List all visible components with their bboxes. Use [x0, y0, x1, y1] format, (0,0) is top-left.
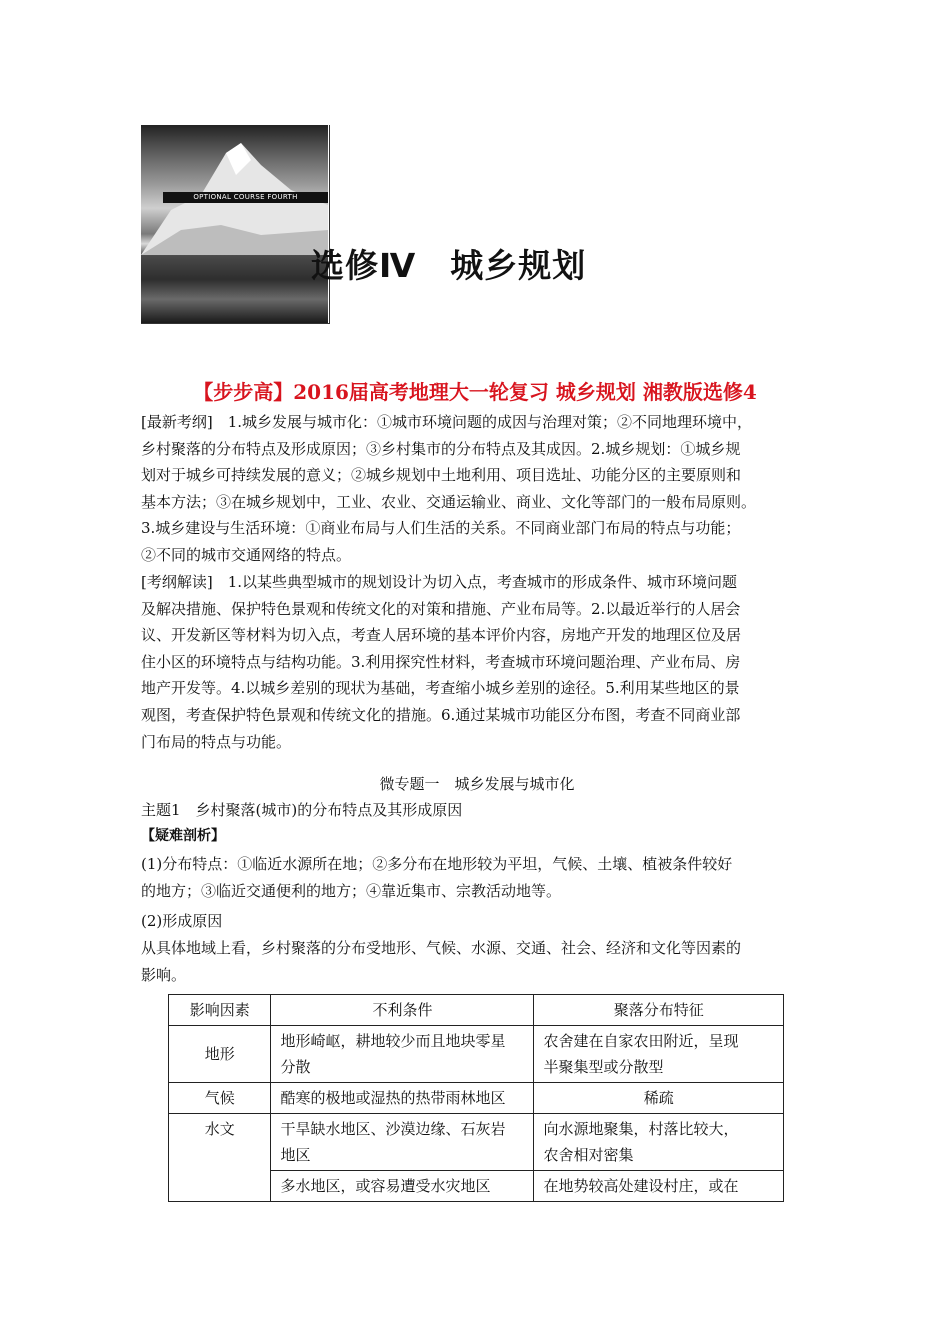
table-cell: 多水地区，或容易遭受水灾地区: [271, 1171, 534, 1202]
cell-line: 农舍建在自家农田附近，呈现: [543, 1032, 739, 1050]
table-cell-factor: 水文: [169, 1114, 271, 1202]
text-line: [考纲解读] 1.以某些典型城市的规划设计为切入点，考查城市的形成条件、城市环境问题: [141, 573, 738, 591]
text-line: 及解决措施、保护特色景观和传统文化的对策和措施、产业布局等。2.以最近举行的人居会: [141, 599, 741, 618]
section-title: 微专题一 城乡发展与城市化: [379, 775, 575, 793]
text-line: 门布局的特点与功能。: [141, 732, 292, 751]
syllabus-paragraph: [141, 409, 813, 569]
analysis-tag: 【疑难剖析】: [141, 828, 225, 844]
text-line: 议、开发新区等材料为切入点，考查人居环境的基本评价内容，房地产开发的地理区位及居: [141, 626, 742, 645]
table-cell-factor: 地形: [169, 1026, 271, 1083]
text-line: 地产开发等。4.以城乡差别的现状为基础，考查缩小城乡差别的途径。5.利用某些地区的景: [141, 679, 740, 698]
cover-banner: OPTIONAL COURSE FOURTH: [163, 192, 328, 203]
table-row: [169, 1026, 784, 1083]
table-cell: [534, 1026, 784, 1083]
topic-title: 主题1 乡村聚落(城市)的分布特点及其形成原因: [141, 801, 463, 819]
table-row: [169, 1083, 784, 1114]
cell-line: 半聚集型或分散型: [543, 1058, 664, 1076]
table-cell: [534, 1114, 784, 1171]
chapter-title: 选修Ⅳ 城乡规划: [311, 246, 587, 285]
point2-paragraph: [141, 935, 813, 988]
table-header-cell: 不利条件: [271, 995, 534, 1026]
table-row: [169, 1114, 784, 1171]
table-cell: 在地势较高处建设村庄，或在: [534, 1171, 784, 1202]
document-title: 【步步高】2016届高考地理大一轮复习 城乡规划 湘教版选修4: [193, 380, 757, 404]
text-line: 住小区的环境特点与结构功能。3.利用探究性材料，考查城市环境问题治理、产业布局、房: [141, 652, 741, 671]
text-line: 的地方；③临近交通便利的地方；④靠近集市、宗教活动地等。: [141, 881, 562, 900]
text-line: ②不同的城市交通网络的特点。: [141, 545, 352, 564]
text-line: [最新考纲] 1.城乡发展与城市化：①城市环境问题的成因与治理对策；②不同地理环境中，: [141, 413, 753, 431]
point1-paragraph: [141, 851, 813, 904]
cell-line: 向水源地聚集，村落比较大，: [543, 1120, 739, 1138]
table-cell: [271, 1114, 534, 1171]
text-line: 3.城乡建设与生活环境：①商业布局与人们生活的关系。不同商业部门布局的特点与功能；: [141, 519, 741, 538]
interpretation-paragraph: [141, 569, 813, 755]
text-line: 观图，考查保护特色景观和传统文化的措施。6.通过某城市功能区分布图，考查不同商业部: [141, 705, 741, 724]
table-header-row: [169, 995, 784, 1026]
cover-image: [141, 125, 328, 323]
cell-line: 分散: [280, 1058, 311, 1076]
cell-line: 农舍相对密集: [543, 1146, 634, 1164]
text-line: 从具体地域上看，乡村聚落的分布受地形、气候、水源、交通、社会、经济和文化等因素的: [141, 939, 742, 957]
text-line: 影响。: [141, 965, 187, 984]
table-cell: 酷寒的极地或湿热的热带雨林地区: [271, 1083, 534, 1114]
text-line: (1)分布特点：①临近水源所在地；②多分布在地形较为平坦，气候、土壤、植被条件较好: [141, 855, 733, 873]
table-cell-factor: 气候: [169, 1083, 271, 1114]
text-line: 基本方法；③在城乡规划中，工业、农业、交通运输业、商业、文化等部门的一般布局原则。: [141, 492, 757, 511]
cover-frame-vertical: [329, 125, 330, 324]
settlement-factors-table: [168, 994, 784, 1202]
cell-line: 干旱缺水地区、沙漠边缘、石灰岩: [280, 1120, 506, 1138]
table-cell: [271, 1026, 534, 1083]
text-line: 划对于城乡可持续发展的意义；②城乡规划中土地利用、项目选址、功能分区的主要原则和: [141, 466, 742, 485]
table-header-cell: 聚落分布特征: [534, 995, 784, 1026]
cell-line: 地区: [280, 1146, 311, 1164]
point2-title: (2)形成原因: [141, 912, 223, 930]
text-line: 乡村聚落的分布特点及形成原因；③乡村集市的分布特点及其成因。2.城乡规划：①城乡规: [141, 439, 741, 458]
table-cell: 稀疏: [534, 1083, 784, 1114]
cover-frame-horizontal: [141, 323, 330, 324]
table-header-cell: 影响因素: [169, 995, 271, 1026]
cell-line: 地形崎岖，耕地较少而且地块零星: [280, 1032, 506, 1050]
